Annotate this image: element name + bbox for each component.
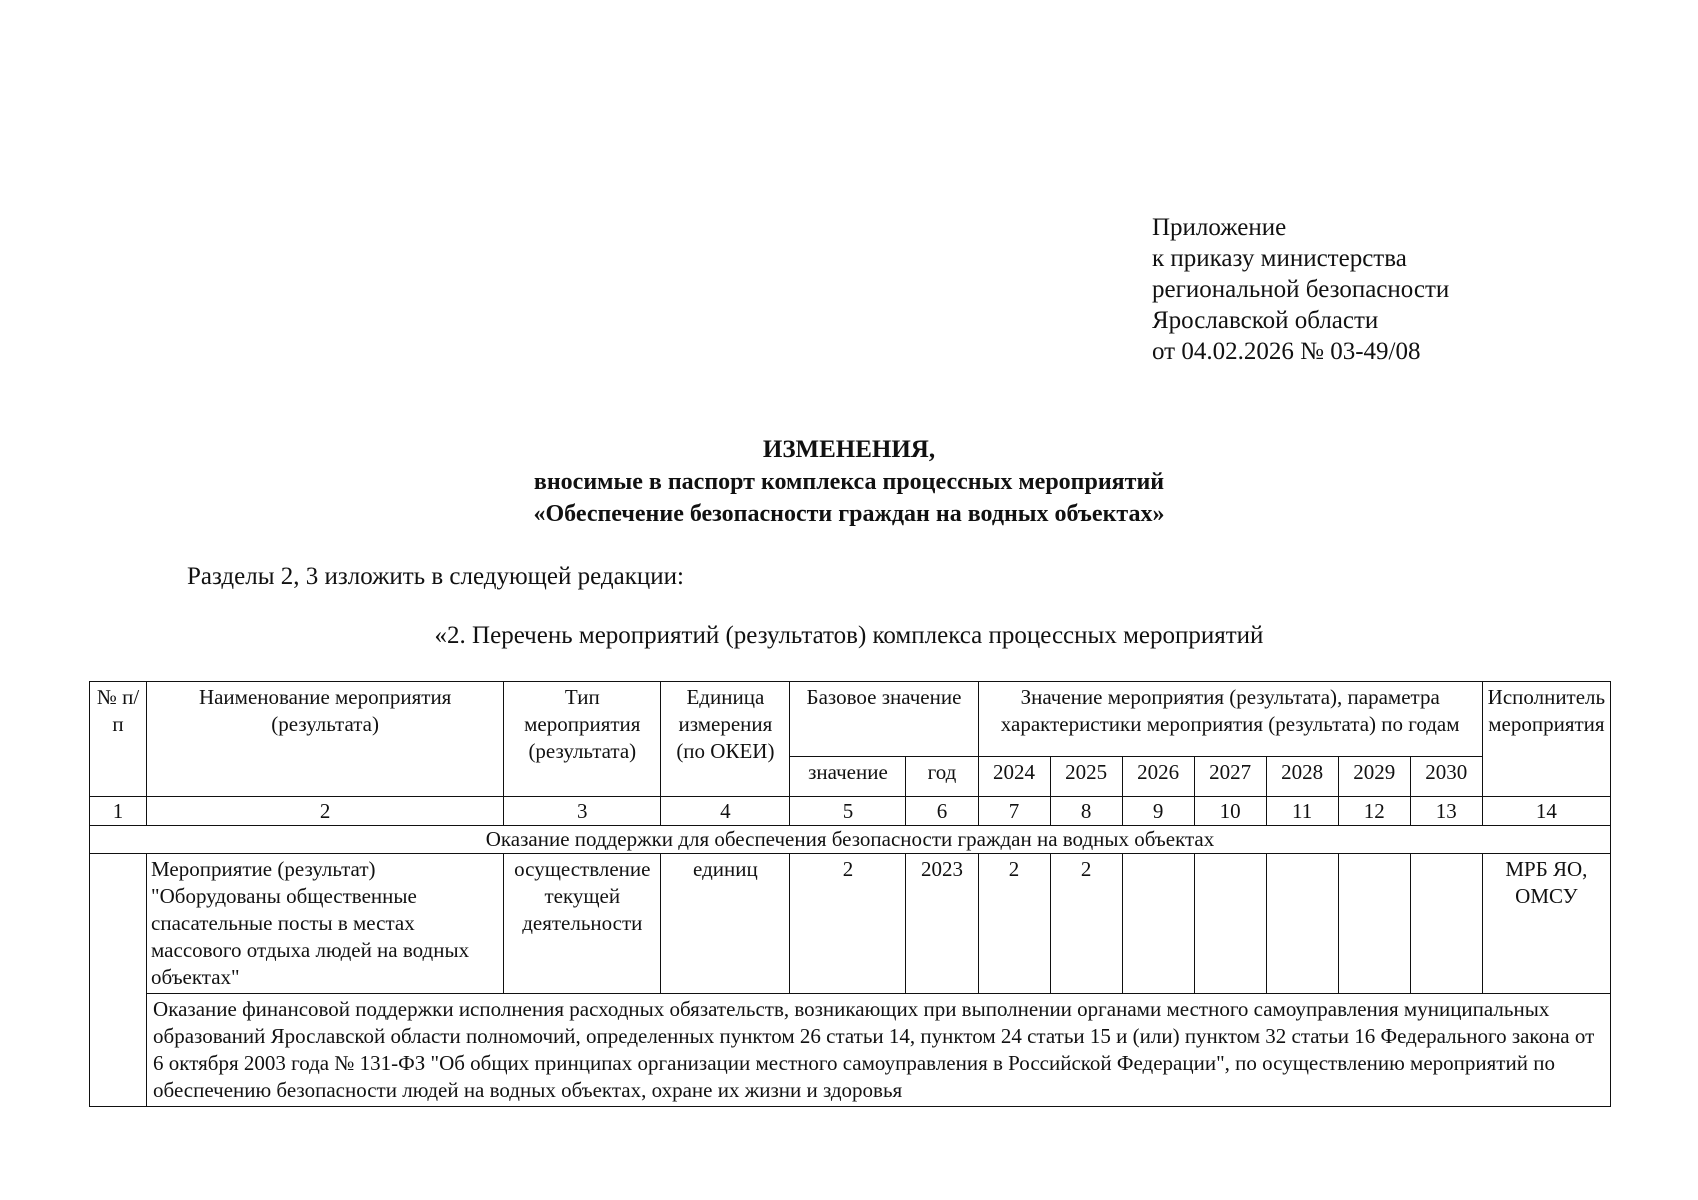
row-value: 2 — [1050, 854, 1122, 994]
appendix-line: к приказу министерства — [1152, 245, 1407, 272]
header-year: 2026 — [1122, 756, 1194, 796]
row-unit: единиц — [661, 854, 790, 994]
row-value — [1266, 854, 1338, 994]
row-name: Мероприятие (результат) "Оборудованы общественные спасательные посты в местах массового отдыха людей на водных объектах" — [147, 854, 504, 994]
index-cell: 12 — [1338, 797, 1410, 826]
title-subtitle: вносимые в паспорт комплекса процессных мероприятий — [533, 469, 1165, 495]
header-base: Базовое значение — [790, 682, 978, 757]
header-type: Тип мероприятия (результата) — [504, 682, 661, 797]
header-unit: Единица измерения (по ОКЕИ) — [661, 682, 790, 797]
section-band-row — [90, 826, 1611, 854]
header-year: 2030 — [1410, 756, 1482, 796]
index-cell: 1 — [90, 797, 147, 826]
index-cell: 13 — [1410, 797, 1482, 826]
appendix-line: Ярославской области — [1152, 307, 1379, 334]
index-cell: 10 — [1194, 797, 1266, 826]
description-row — [90, 994, 1611, 1107]
measures-table — [89, 681, 1611, 1107]
header-year: 2029 — [1338, 756, 1410, 796]
index-cell: 5 — [790, 797, 906, 826]
index-cell: 8 — [1050, 797, 1122, 826]
document-title — [0, 434, 1698, 530]
row-description: Оказание финансовой поддержки исполнения расходных обязательств, возникающих при выполнении органами местного самоуправления муниципальных образований Ярославской области полномочий, определенных пунктом 26 статьи 14, пунктом 24 статьи 15 и (или) пунктом 32 статьи 16 Федерального закона от 6 октября 2003 года № 131-ФЗ "Об общих принципах организации местного самоуправления в Российской Федерации", по осуществлению мероприятий по обеспечению безопасности людей на водных объектах, охране их жизни и здоровья — [147, 994, 1611, 1107]
table-row — [90, 854, 1611, 994]
table-header-row — [90, 682, 1611, 757]
index-cell: 4 — [661, 797, 790, 826]
header-year: 2025 — [1050, 756, 1122, 796]
index-cell: 6 — [906, 797, 978, 826]
appendix-block — [1152, 212, 1449, 367]
header-name: Наименование мероприятия (результата) — [147, 682, 504, 797]
header-values: Значение мероприятия (результата), параметра характеристики мероприятия (результата) по годам — [978, 682, 1482, 757]
row-value — [1194, 854, 1266, 994]
table-index-row — [90, 797, 1611, 826]
header-base-value: значение — [790, 756, 906, 796]
index-cell: 3 — [504, 797, 661, 826]
row-value — [1122, 854, 1194, 994]
section-band: Оказание поддержки для обеспечения безопасности граждан на водных объектах — [90, 826, 1611, 854]
index-cell: 11 — [1266, 797, 1338, 826]
header-year: 2027 — [1194, 756, 1266, 796]
title-program-name: «Обеспечение безопасности граждан на водных объектах» — [533, 501, 1165, 527]
instruction-text: Разделы 2, 3 изложить в следующей редакции: — [187, 563, 684, 590]
header-executor: Исполнитель мероприятия — [1482, 682, 1610, 797]
row-value — [1410, 854, 1482, 994]
row-value: 2 — [978, 854, 1050, 994]
row-base-year: 2023 — [906, 854, 978, 994]
row-value — [1338, 854, 1410, 994]
header-year: 2024 — [978, 756, 1050, 796]
header-year: 2028 — [1266, 756, 1338, 796]
row-type: осуществление текущей деятельности — [504, 854, 661, 994]
appendix-line: Приложение — [1152, 214, 1287, 241]
index-cell: 7 — [978, 797, 1050, 826]
header-base-year: год — [906, 756, 978, 796]
row-base-value: 2 — [790, 854, 906, 994]
index-cell: 14 — [1482, 797, 1610, 826]
row-num — [90, 854, 147, 1107]
title-main: ИЗМЕНЕНИЯ, — [762, 436, 936, 463]
appendix-line: региональной безопасности — [1152, 276, 1450, 303]
section-title: «2. Перечень мероприятий (результатов) комплекса процессных мероприятий — [434, 622, 1264, 649]
row-executor: МРБ ЯО, ОМСУ — [1482, 854, 1610, 994]
index-cell: 9 — [1122, 797, 1194, 826]
header-num: № п/п — [90, 682, 147, 797]
index-cell: 2 — [147, 797, 504, 826]
appendix-line: от 04.02.2026 № 03-49/08 — [1152, 338, 1421, 365]
